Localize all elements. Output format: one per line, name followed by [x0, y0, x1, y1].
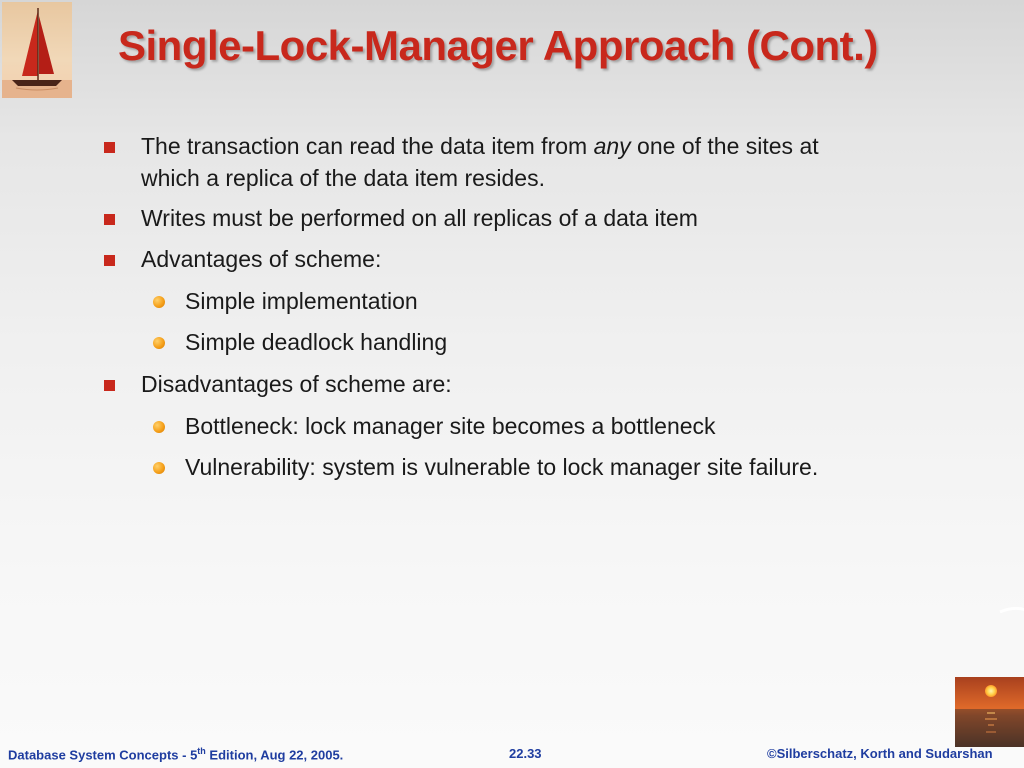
list-item: Vulnerability: system is vulnerable to lock manager site failure.	[185, 454, 819, 480]
footer-left	[8, 746, 343, 762]
round-bullet-icon	[153, 462, 165, 474]
square-bullet-icon	[104, 255, 115, 266]
footer-superscript: th	[197, 746, 206, 756]
slide-title: Single-Lock-Manager Approach (Cont.)	[118, 22, 878, 69]
page-number: 22.33	[509, 746, 542, 761]
list-item: Advantages of scheme:	[141, 246, 382, 272]
round-bullet-icon	[153, 296, 165, 308]
list-item-text: The transaction can read the data item from	[141, 133, 594, 159]
sunset-icon	[955, 677, 1024, 747]
footer-text: Edition, Aug 22, 2005.	[205, 747, 344, 763]
list-item: Simple deadlock handling	[185, 329, 448, 355]
footer-copyright: ©Silberschatz, Korth and Sudarshan	[767, 746, 993, 761]
list-item	[141, 130, 819, 194]
emphasis-text: any	[593, 133, 631, 159]
list-item-text: one of the sites at	[630, 133, 819, 159]
footer-text: Database System Concepts - 5	[8, 747, 198, 763]
sailboat-icon	[2, 2, 72, 98]
square-bullet-icon	[104, 380, 115, 391]
list-item: Disadvantages of scheme are:	[141, 371, 452, 397]
square-bullet-icon	[104, 142, 115, 153]
decorative-arc	[996, 598, 1024, 628]
round-bullet-icon	[153, 337, 165, 349]
round-bullet-icon	[153, 421, 165, 433]
list-item: Simple implementation	[185, 288, 418, 314]
list-item: Writes must be performed on all replicas of a data item	[141, 205, 698, 231]
square-bullet-icon	[104, 214, 115, 225]
list-item-text: which a replica of the data item resides.	[141, 165, 545, 191]
list-item: Bottleneck: lock manager site becomes a bottleneck	[185, 413, 716, 439]
